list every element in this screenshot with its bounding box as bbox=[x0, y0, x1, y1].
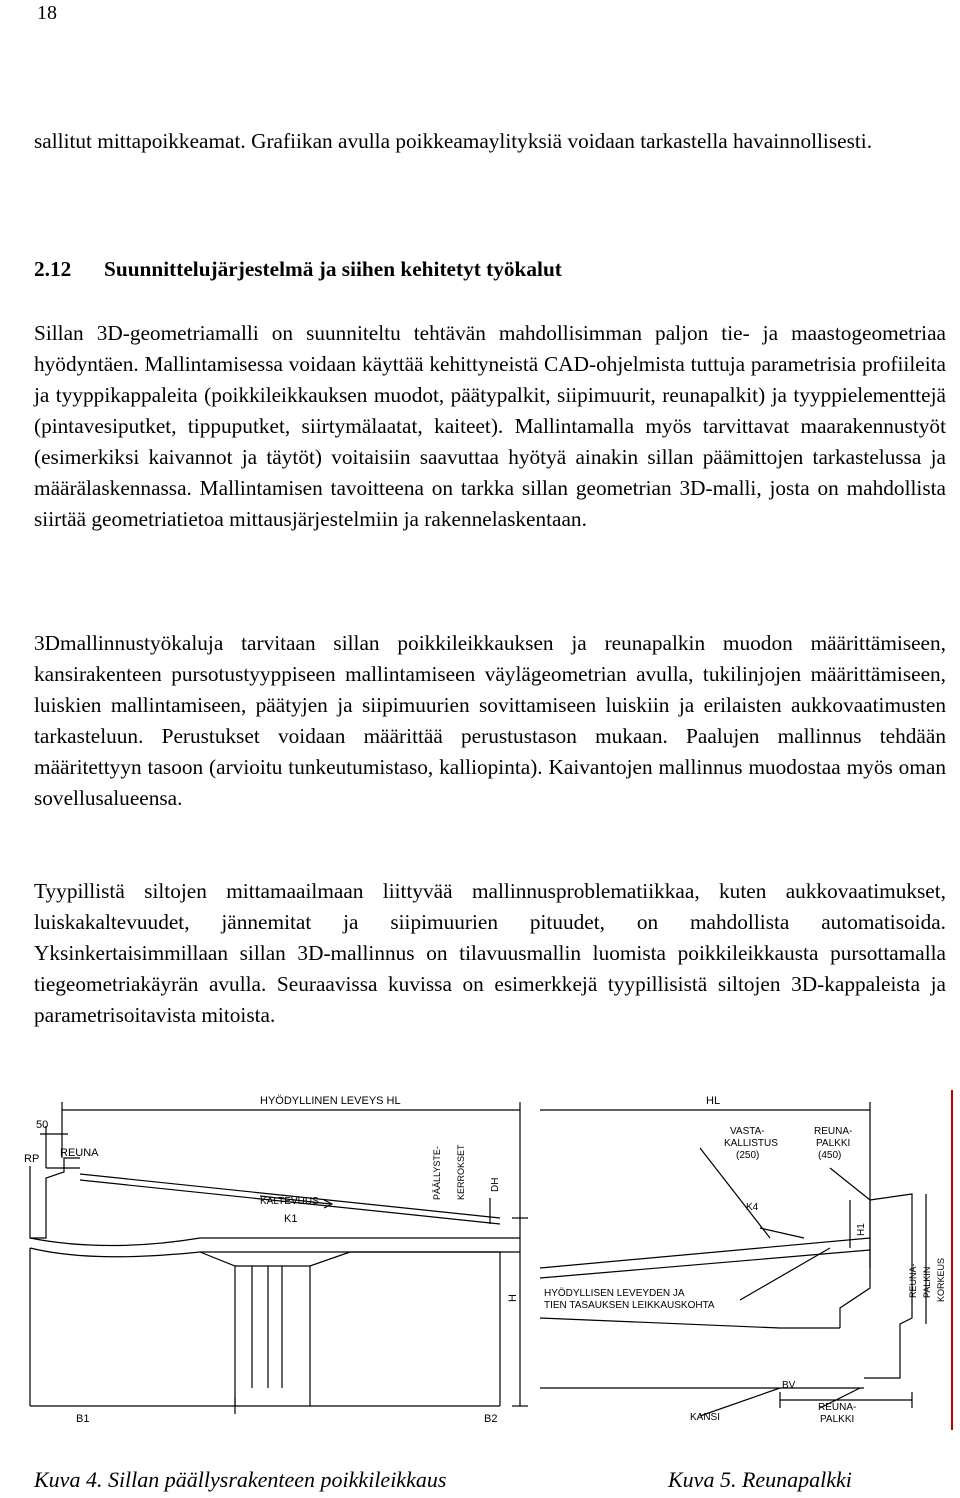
page-number: 18 bbox=[37, 2, 57, 24]
label-bv: BV bbox=[782, 1380, 796, 1391]
label-note-2: TIEN TASAUKSEN LEIKKAUSKOHTA bbox=[544, 1300, 715, 1311]
label-vastakallistus-3: (250) bbox=[736, 1150, 760, 1161]
label-dh: DH bbox=[490, 1177, 501, 1192]
figure-4-caption: Kuva 4. Sillan päällysrakenteen poikkileikkaus bbox=[34, 1467, 447, 1492]
paragraph-1: sallitut mittapoikkeamat. Grafiikan avulla poikkeamaylityksiä voidaan tarkastella havainnollisesti. bbox=[34, 129, 873, 153]
label-reunapalkin-korkeus-2: PALKIN bbox=[922, 1266, 932, 1298]
label-kansi: KANSI bbox=[690, 1412, 721, 1423]
figure-5-caption: Kuva 5. Reunapalkki bbox=[668, 1467, 852, 1492]
label-reunapalkki-bottom-2: PALKKI bbox=[820, 1414, 855, 1425]
paragraph-4: Tyypillistä siltojen mittamaailmaan liittyvää mallinnusproblematiikkaa, kuten aukkovaatimukset, luiskakaltevuudet, jännemitat ja siipimuurien pituudet, on mahdollista automatisoida. Yksinkertaisimmillaan sillan 3D-mallinnus on tilavuusmallin luomista poikkileikkausta pursottamalla tiegeometriakäyrän avulla. Seuraavissa kuvissa on esimerkkejä tyypillisistä siltojen 3D-kappaleista ja parametrisoitavista mitoista. bbox=[34, 879, 946, 1027]
label-reunapalkin-korkeus-1: REUNA- bbox=[908, 1263, 918, 1298]
label-k4: K4 bbox=[746, 1202, 759, 1213]
section-heading bbox=[34, 257, 562, 282]
label-kerrokset: KERROKSET bbox=[456, 1144, 466, 1200]
label-vastakallistus-2: KALLISTUS bbox=[724, 1138, 778, 1149]
edge-beam-drawing bbox=[540, 1088, 956, 1432]
label-reunapalkki-bottom-1: REUNA- bbox=[818, 1402, 857, 1413]
label-reunapalkki-1: REUNA- bbox=[814, 1126, 853, 1137]
paragraph-2: Sillan 3D-geometriamalli on suunniteltu tehtävän mahdollisimman paljon tie- ja maastogeometriaa hyödyntäen. Mallintamisessa voidaan käyttää kehittyneistä CAD-ohjelmista tuttuja parametrisia profiileita ja tyyppikappaleita (poikkileikkauksen muodot, päätypalkit, siipimuurit, reunapalkit) ja tyyppielementtejä (pintavesiputket, tippuputket, siirtymälaatat, kaiteet). Mallintamalla myös tarvittavat maarakennustyöt (esimerkiksi kaivannot ja täytöt) voitaisiin saavuttaa hyötyä ainakin sillan päämittojen tarkastelussa ja määrälaskennassa. Mallintamisen tavoitteena on tarkka sillan geometrian 3D-malli, josta on mahdollista siirtää geometriatietoa mittausjärjestelmiin ja rakennelaskentaan. bbox=[34, 321, 946, 531]
label-paallyste: PÄÄLLYSTE- bbox=[432, 1146, 442, 1200]
label-kaltevuus: KALTEVUUS bbox=[260, 1196, 319, 1207]
label-reunapalkki-3: (450) bbox=[818, 1150, 842, 1161]
label-b2: B2 bbox=[484, 1413, 498, 1425]
label-reunapalkki-2: PALKKI bbox=[816, 1138, 851, 1149]
label-rp: RP bbox=[24, 1153, 40, 1165]
label-note-1: HYÖDYLLISEN LEVEYDEN JA bbox=[544, 1288, 685, 1299]
label-hl: HL bbox=[706, 1095, 721, 1107]
bridge-cross-section-drawing bbox=[20, 1088, 540, 1432]
label-reuna: REUNA bbox=[60, 1147, 99, 1159]
label-vastakallistus-1: VASTA- bbox=[730, 1126, 765, 1137]
label-h1: H1 bbox=[856, 1223, 867, 1236]
section-number: 2.12 bbox=[34, 257, 72, 281]
label-h: H bbox=[507, 1294, 519, 1302]
label-k1: K1 bbox=[284, 1213, 298, 1225]
section-title: Suunnittelujärjestelmä ja siihen kehitetyt työkalut bbox=[104, 257, 562, 281]
label-reunapalkin-korkeus-3: KORKEUS bbox=[936, 1257, 946, 1302]
label-hyodyllinen-leveys: HYÖDYLLINEN LEVEYS HL bbox=[260, 1095, 401, 1107]
paragraph-3: 3Dmallinnustyökaluja tarvitaan sillan poikkileikkauksen ja reunapalkin muodon määrittämiseen, kansirakenteen pursotustyyppiseen mallintamiseen väylägeometrian avulla, tukilinjojen määrittämiseen, luiskien mallintamiseen, päätyjen ja siipimuurien sovittamiseen luiskiin ja erilaisten aukkovaatimusten tarkasteluun. Perustukset voidaan määrittää perustustason mukaan. Paalujen mallinnus tehdään määritettyyn tasoon (arvioitu tunkeutumistaso, kalliopinta). Kaivantojen mallinnus muodostaa myös oman sovellusalueensa. bbox=[34, 631, 946, 810]
label-b1: B1 bbox=[76, 1413, 90, 1425]
label-50: 50 bbox=[36, 1119, 49, 1131]
